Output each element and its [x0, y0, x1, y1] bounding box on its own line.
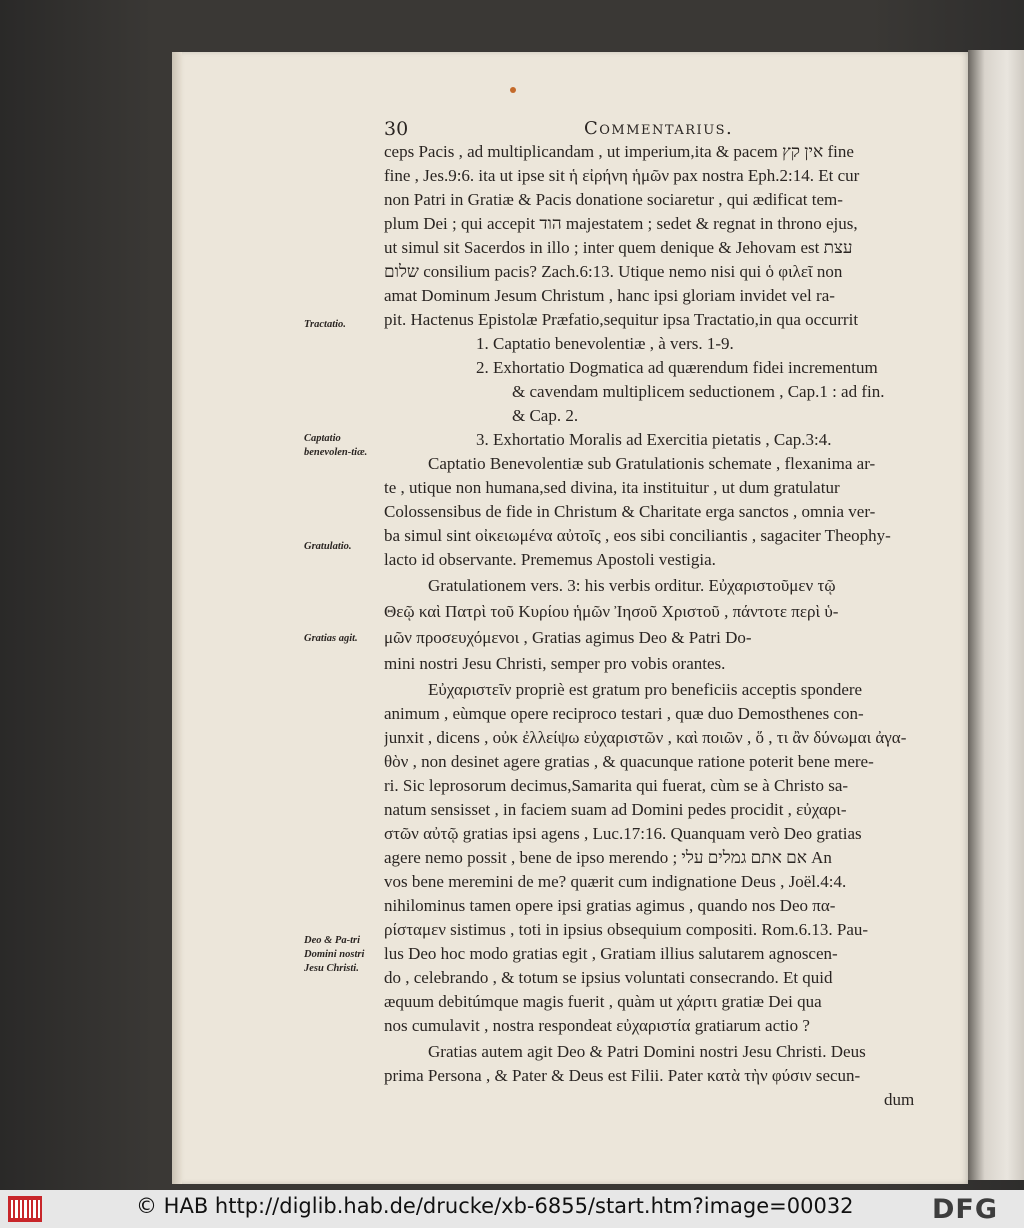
- text-line: & Cap. 2.: [512, 406, 579, 425]
- text-line: ba simul sint οἰκειωμένα αὐτοῖς , eos sibi conciliantis , sagaciter Theophy-: [384, 526, 891, 545]
- text-line: ut simul sit Sacerdos in illo ; inter quem denique & Jehovam est עצת: [384, 238, 853, 257]
- text-line: ri. Sic leprosorum decimus,Samarita qui fuerat, cùm se à Christo sa-: [384, 776, 849, 795]
- text-line: 3. Exhortatio Moralis ad Exercitia pietatis , Cap.3:4.: [476, 430, 832, 449]
- page-gutter: [172, 52, 182, 1184]
- margin-note: Gratias agit.: [304, 633, 358, 644]
- margin-note: Tractatio.: [304, 319, 346, 330]
- paper-stain: [510, 87, 516, 93]
- page-header: [384, 118, 964, 142]
- text-line: fine , Jes.9:6. ita ut ipse sit ἡ εἰρήνη ἡμῶν pax nostra Eph.2:14. Et cur: [384, 166, 860, 185]
- text-line: junxit , dicens , οὐκ ἐλλείψω εὐχαριστῶν , καὶ ποιῶν , ὅ , τι ἂν δύνωμαι ἀγα-: [384, 728, 907, 747]
- text-line: 2. Exhortatio Dogmatica ad quærendum fidei incrementum: [476, 358, 878, 377]
- margin-note: Deo & Pa-tri Domini nostri Jesu Christi.: [304, 935, 365, 974]
- text-line: do , celebrando , & totum se ipsius voluntati consecrando. Et quid: [384, 968, 833, 987]
- viewer-footer: [0, 1190, 1024, 1228]
- text-line: nihilominus tamen opere ipsi gratias agimus , quando nos Deo πα-: [384, 896, 836, 915]
- text-line: dum: [884, 1090, 915, 1109]
- text-line: Gratulationem vers. 3: his verbis orditur. Εὐχαριστοῦμεν τῷ: [428, 576, 836, 595]
- text-line: Θεῷ καὶ Πατρὶ τοῦ Κυρίου ἡμῶν Ἰησοῦ Χριστοῦ , πάντοτε περὶ ὑ-: [384, 602, 839, 621]
- margin-note: Captatio benevolen-tiæ.: [304, 433, 368, 458]
- text-line: mini nostri Jesu Christi, semper pro vobis orantes.: [384, 654, 726, 673]
- text-line: θὸν , non desinet agere gratias , & quacunque ratione poterit bene mere-: [384, 752, 874, 771]
- text-line: שלום consilium pacis? Zach.6:13. Utique nemo nisi qui ὁ φιλεῖ non: [384, 262, 843, 281]
- text-line: & cavendam multiplicem seductionem , Cap.1 : ad fin.: [512, 382, 885, 401]
- text-line: 1. Captatio benevolentiæ , à vers. 1-9.: [476, 334, 734, 353]
- text-line: Colossensibus de fide in Christum & Charitate erga sanctos , omnia ver-: [384, 502, 876, 521]
- text-line: Captatio Benevolentiæ sub Gratulationis schemate , flexanima ar-: [428, 454, 876, 473]
- page-number: 30: [384, 118, 409, 140]
- text-line: agere nemo possit , bene de ipso merendo ; אם אתם גמלים עלי An: [384, 848, 832, 867]
- text-line: vos bene meremini de me? quærit cum indignatione Deus , Joël.4:4.: [384, 872, 847, 891]
- text-line: plum Dei ; qui accepit הוד majestatem ; sedet & regnat in throno ejus,: [384, 214, 858, 233]
- text-line: ceps Pacis , ad multiplicandam , ut imperium,ita & pacem אין קץ fine: [384, 142, 854, 161]
- margin-note: Gratulatio.: [304, 541, 352, 552]
- text-line: amat Dominum Jesum Christum , hanc ipsi gloriam invidet vel ra-: [384, 286, 835, 305]
- text-line: æquum debitúmque magis fuerit , quàm ut χάριτι gratiæ Dei qua: [384, 992, 822, 1011]
- text-line: μῶν προσευχόμενοι , Gratias agimus Deo & Patri Do-: [384, 628, 752, 647]
- next-page-edge: [968, 50, 1024, 1180]
- text-line: natum sensisset , in faciem suam ad Domini pedes procidit , εὐχαρι-: [384, 800, 847, 819]
- text-line: lus Deo hoc modo gratias egit , Gratiam illius salutarem agnoscen-: [384, 944, 838, 963]
- text-line: στῶν αὐτῷ gratias ipsi agens , Luc.17:16. Quanquam verò Deo gratias: [384, 824, 862, 843]
- source-url[interactable]: © HAB http://diglib.hab.de/drucke/xb-6855/start.htm?image=00032: [136, 1194, 854, 1218]
- text-line: Εὐχαριστεῖν propriè est gratum pro beneficiis acceptis spondere: [428, 680, 863, 699]
- text-line: Gratias autem agit Deo & Patri Domini nostri Jesu Christi. Deus: [428, 1042, 866, 1061]
- hab-barcode-logo: [8, 1196, 42, 1222]
- text-line: prima Persona , & Pater & Deus est Filii. Pater κατὰ τὴν φύσιν secun-: [384, 1066, 861, 1085]
- text-line: lacto id observante. Prememus Apostoli vestigia.: [384, 550, 716, 569]
- text-line: te , utique non humana,sed divina, ita instituitur , ut dum gratulatur: [384, 478, 840, 497]
- text-line: non Patri in Gratiæ & Pacis donatione sociaretur , qui ædificat tem-: [384, 190, 843, 209]
- running-head: Commentarius.: [584, 118, 734, 139]
- dfg-logo: DFG: [932, 1194, 999, 1225]
- text-line: nos cumulavit , nostra respondeat εὐχαριστία gratiarum actio ?: [384, 1016, 810, 1035]
- text-line: animum , eùmque opere reciproco testari , quæ duo Demosthenes con-: [384, 704, 864, 723]
- text-line: pit. Hactenus Epistolæ Præfatio,sequitur ipsa Tractatio,in qua occurrit: [384, 310, 859, 329]
- text-line: ρίσταμεν sistimus , toti in ipsius obsequium compositi. Rom.6.13. Pau-: [384, 920, 869, 939]
